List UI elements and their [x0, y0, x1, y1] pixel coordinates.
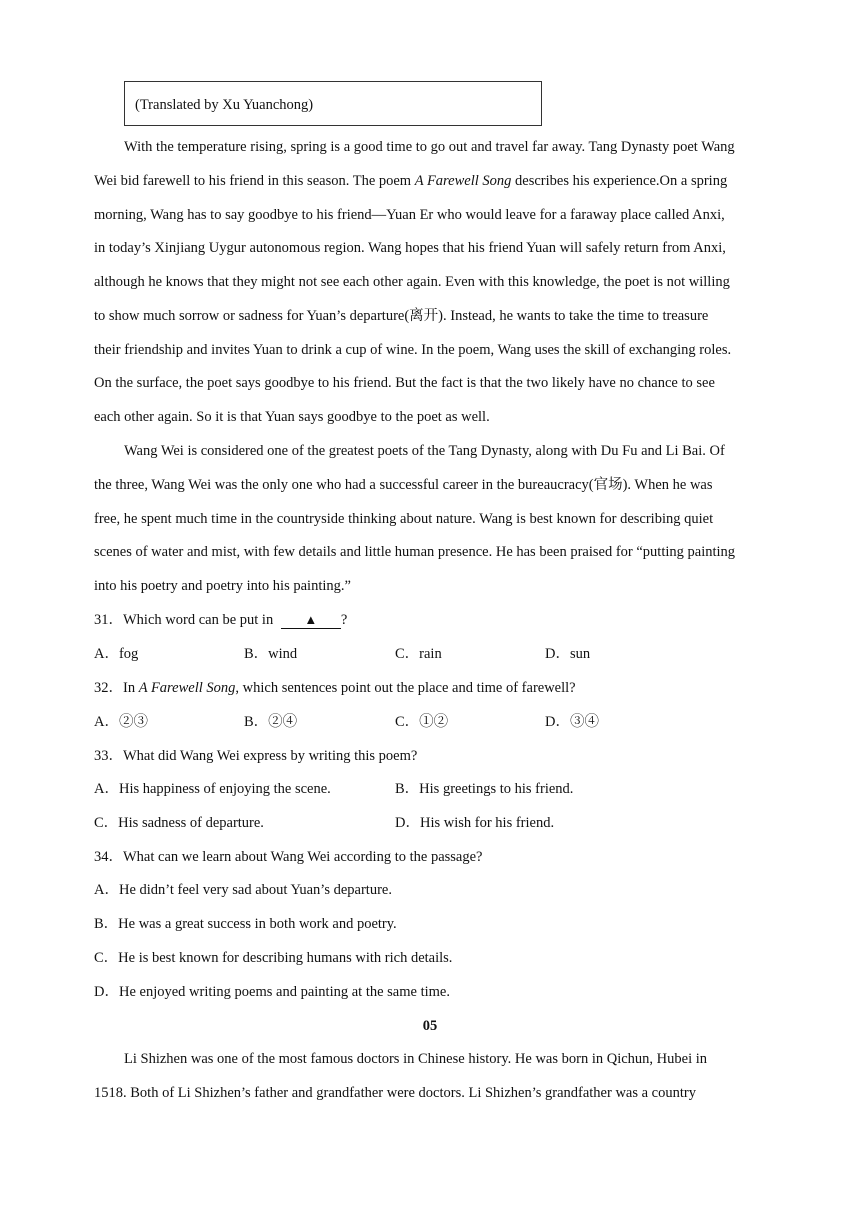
q32-pre: 32．In [94, 680, 139, 696]
q32-option-b: B．②④ [244, 714, 298, 730]
para1-line-2b: describes his experience.On a spring [511, 173, 728, 189]
para1-line-6: to show much sorrow or sadness for Yuan’s departure(离开). Instead, he wants to take the time to treasure [94, 308, 709, 324]
section-number: 05 [422, 1018, 438, 1034]
q31-option-a: A．fog [94, 646, 139, 662]
q34-option-b: B．He was a great success in both work and poetry. [94, 916, 397, 932]
q34-option-c: C．He is best known for describing humans with rich details. [94, 950, 453, 966]
para1-line-2 [94, 171, 727, 191]
para1-line-1: With the temperature rising, spring is a good time to go out and travel far away. Tang Dynasty poet Wang [124, 139, 735, 155]
q34-stem: 34．What can we learn about Wang Wei according to the passage? [94, 849, 483, 865]
q33-option-a: A．His happiness of enjoying the scene. [94, 781, 331, 797]
translator-box [124, 81, 542, 126]
q33-stem: 33．What did Wang Wei express by writing this poem? [94, 748, 418, 764]
q33-option-b: B．His greetings to his friend. [395, 781, 574, 797]
para1-line-5: although he knows that they might not see each other again. Even with this knowledge, the poet is not willing [94, 274, 730, 290]
q34-option-a: A．He didn’t feel very sad about Yuan’s departure. [94, 882, 392, 898]
para2-line-4: scenes of water and mist, with few details and little human presence. He has been praised for “putting painting [94, 544, 736, 560]
q34-option-d: D．He enjoyed writing poems and painting at the same time. [94, 984, 450, 1000]
q32-option-d: D．③④ [545, 714, 599, 730]
q32-stem [94, 678, 576, 698]
para2-line-1: Wang Wei is considered one of the greatest poets of the Tang Dynasty, along with Du Fu and Li Bai. Of [124, 443, 725, 459]
q31-option-d: D．sun [545, 646, 591, 662]
para1-line-8: On the surface, the poet says goodbye to his friend. But the fact is that the two likely have no chance to see [94, 375, 715, 391]
q31-text: 31．Which word can be put in [94, 612, 274, 628]
q33-option-d: D．His wish for his friend. [395, 815, 555, 831]
poem-title: A Farewell Song [414, 173, 512, 189]
q32-title: A Farewell Song [138, 680, 236, 696]
para1-line-3: morning, Wang has to say goodbye to his friend—Yuan Er who would leave for a faraway place called Anxi, [94, 207, 725, 223]
para3-line-2: 1518. Both of Li Shizhen’s father and grandfather were doctors. Li Shizhen’s grandfather was a country [94, 1085, 696, 1101]
q32-post: , which sentences point out the place and time of farewell? [235, 680, 576, 696]
q31-blank: ▲ [281, 612, 341, 629]
q32-option-a: A．②③ [94, 714, 148, 730]
para1-line-4: in today’s Xinjiang Uygur autonomous region. Wang hopes that his friend Yuan will safely return from Anxi, [94, 240, 726, 256]
translator-note: (Translated by Xu Yuanchong) [135, 97, 314, 113]
q33-option-c: C．His sadness of departure. [94, 815, 264, 831]
para2-line-5: into his poetry and poetry into his painting.” [94, 578, 351, 594]
para1-line-9: each other again. So it is that Yuan says goodbye to the poet as well. [94, 409, 490, 425]
para3-line-1: Li Shizhen was one of the most famous doctors in Chinese history. He was born in Qichun, Hubei in [124, 1051, 707, 1067]
q31-option-b: B．wind [244, 646, 298, 662]
para1-line-7: their friendship and invites Yuan to drink a cup of wine. In the poem, Wang uses the skill of exchanging roles. [94, 342, 732, 358]
para2-line-3: free, he spent much time in the countryside thinking about nature. Wang is best known for describing quiet [94, 511, 714, 527]
q31-option-c: C．rain [395, 646, 442, 662]
q31-end: ? [340, 612, 348, 628]
q32-option-c: C．①② [395, 714, 449, 730]
q31-stem [94, 610, 347, 630]
para1-line-2a: Wei bid farewell to his friend in this season. The poem [94, 173, 415, 189]
para2-line-2: the three, Wang Wei was the only one who had a successful career in the bureaucracy(官场). When he was [94, 477, 713, 493]
